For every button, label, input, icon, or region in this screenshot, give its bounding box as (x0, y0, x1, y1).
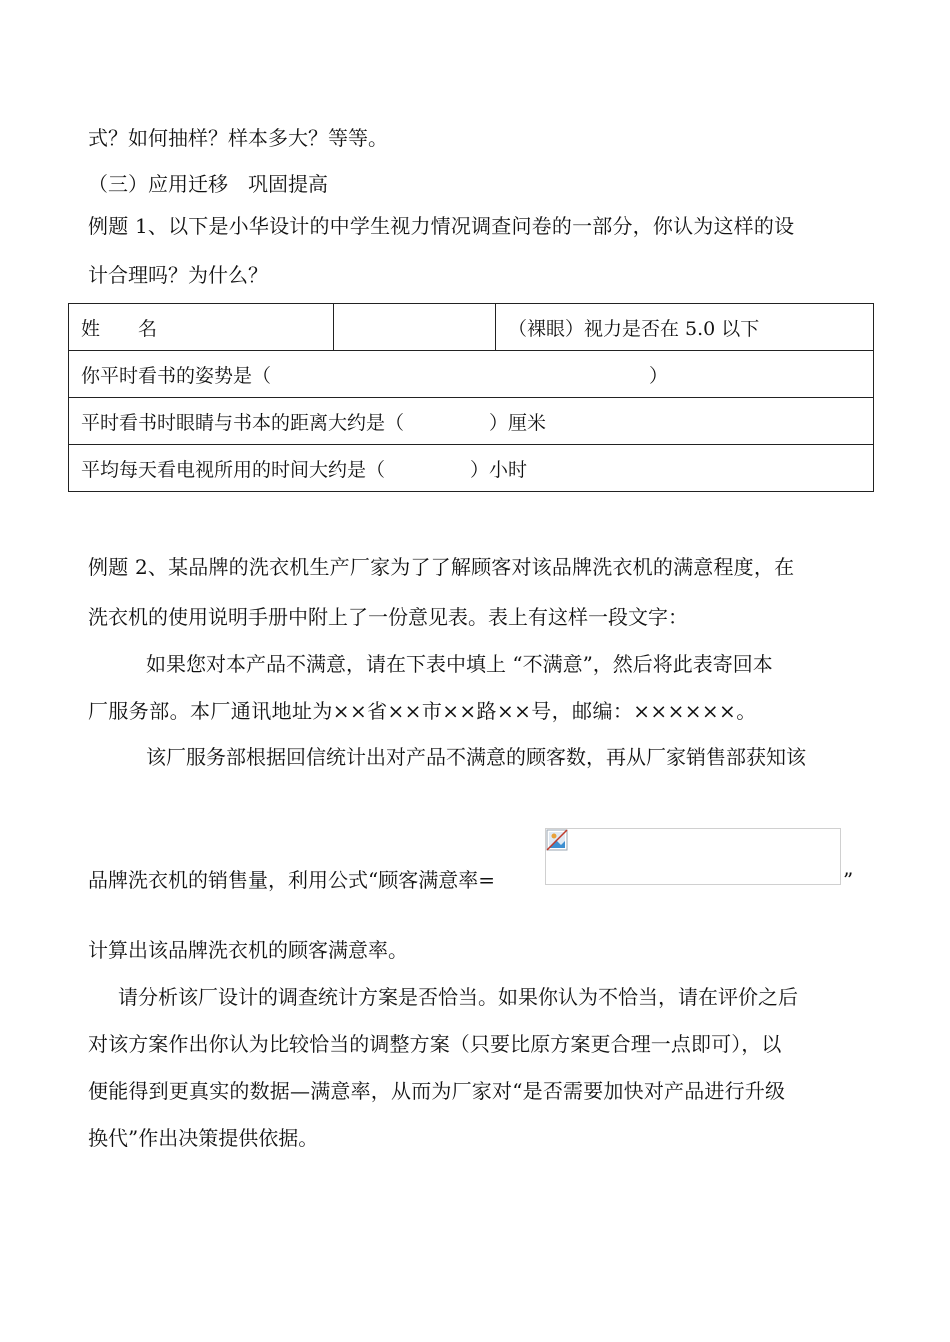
quote-line2: 厂服务部。本厂通讯地址为××省××市××路××号，邮编：××××××。 (88, 699, 757, 723)
example2-line2: 洗衣机的使用说明手册中附上了一份意见表。表上有这样一段文字： (88, 605, 688, 629)
name-value-cell (334, 304, 496, 351)
section-heading: （三）应用迁移 巩固提高 (88, 172, 328, 196)
posture-question-close: ） (649, 364, 669, 387)
example1-line2: 计合理吗？为什么？ (88, 263, 268, 287)
task-line3: 便能得到更真实的数据—满意率，从而为厂家对“是否需要加快对产品进行升级 (88, 1079, 786, 1103)
example2-line7: 计算出该品牌洗衣机的顾客满意率。 (88, 938, 408, 962)
example2-line1: 例题 2、某品牌的洗衣机生产厂家为了了解顾客对该品牌洗衣机的满意程度，在 (88, 555, 795, 579)
example1-line1: 例题 1、以下是小华设计的中学生视力情况调查问卷的一部分，你认为这样的设 (88, 214, 795, 238)
broken-image-icon (546, 829, 568, 851)
distance-question-text: 平时看书时眼睛与书本的距离大约是（ (81, 411, 405, 434)
table-row (69, 351, 874, 398)
tv-question-text: 平均每天看电视所用的时间大约是（ (81, 458, 386, 481)
table-row (69, 304, 874, 351)
distance-question-unit: ）厘米 (489, 411, 547, 434)
table-row (69, 445, 874, 492)
formula-image (545, 828, 841, 885)
paragraph-line: 式？如何抽样？样本多大？等等。 (88, 126, 388, 150)
name-label-cell: 姓 名 (69, 304, 334, 351)
tv-question-unit: ）小时 (470, 458, 528, 481)
vision-survey-table (68, 303, 874, 492)
tv-question-cell (69, 445, 874, 492)
posture-question-text: 你平时看书的姿势是（ (81, 364, 272, 387)
task-line4: 换代”作出决策提供依据。 (88, 1126, 319, 1150)
vision-question-cell: （裸眼）视力是否在 5.0 以下 (496, 304, 874, 351)
distance-question-cell (69, 398, 874, 445)
task-line2: 对该方案作出你认为比较恰当的调整方案（只要比原方案更合理一点即可），以 (88, 1032, 782, 1056)
posture-question-cell (69, 351, 874, 398)
table-row (69, 398, 874, 445)
formula-line-prefix: 品牌洗衣机的销售量，利用公式“顾客满意率= (88, 868, 495, 892)
task-line1: 请分析该厂设计的调查统计方案是否恰当。如果你认为不恰当，请在评价之后 (118, 985, 798, 1009)
example2-line5: 该厂服务部根据回信统计出对产品不满意的顾客数，再从厂家销售部获知该 (146, 745, 806, 769)
quote-line1: 如果您对本产品不满意，请在下表中填上 “不满意”，然后将此表寄回本 (146, 652, 773, 676)
formula-line-suffix: ” (843, 868, 854, 892)
